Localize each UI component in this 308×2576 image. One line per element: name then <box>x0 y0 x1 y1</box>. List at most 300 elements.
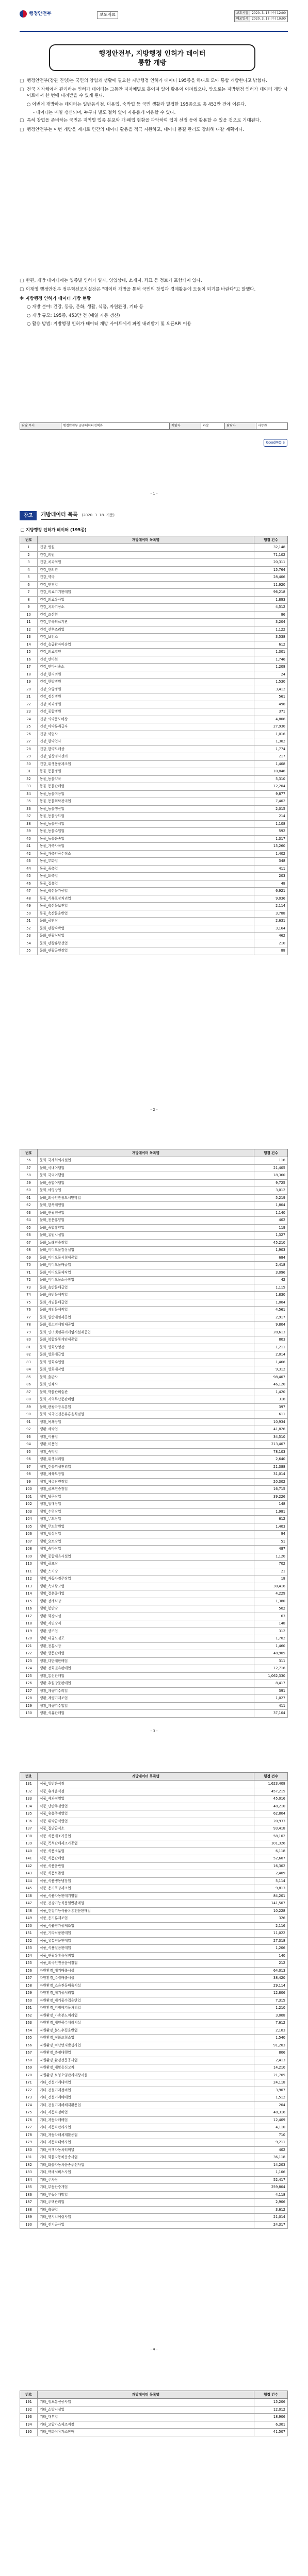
record-count: 4,806 <box>254 716 288 723</box>
table-row <box>20 1672 288 1680</box>
row-number: 38 <box>20 820 38 828</box>
row-number: 22 <box>20 701 38 708</box>
dataset-name: 자원환경_가축분뇨처리업 <box>38 2012 254 2020</box>
dataset-name: 문화_게임물배급업 <box>38 1299 254 1307</box>
table-row <box>20 1825 288 1833</box>
row-number: 158 <box>20 1982 38 1990</box>
row-number: 48 <box>20 895 38 903</box>
table-row <box>20 566 288 574</box>
table-row <box>20 1232 288 1240</box>
row-number: 20 <box>20 686 38 693</box>
table-row <box>20 1351 288 1359</box>
record-count: 2,409 <box>254 1870 288 1878</box>
record-count: 411 <box>254 865 288 873</box>
row-number: 80 <box>20 1336 38 1344</box>
table-row <box>20 873 288 880</box>
record-count: 30,416 <box>254 1583 288 1590</box>
row-number: 36 <box>20 805 38 813</box>
table-row <box>20 2094 288 2102</box>
dataset-name: 식품_식품첨가물제조업 <box>38 1922 254 1930</box>
table-row <box>20 947 288 955</box>
record-count: 84,201 <box>254 1892 288 1900</box>
record-count: 2,014 <box>254 1351 288 1359</box>
table-row <box>20 1892 288 1900</box>
row-number: 139 <box>20 1840 38 1848</box>
record-count: 1,530 <box>254 679 288 686</box>
dataset-name: 건강_의료유사업 <box>38 596 254 604</box>
table-row <box>20 1277 288 1284</box>
row-number: 195 <box>20 2429 38 2436</box>
table-row <box>20 865 288 873</box>
row-number: 185 <box>20 2184 38 2192</box>
dataset-name: 식품_식품운반업 <box>38 1862 254 1870</box>
table-row <box>20 1262 288 1269</box>
table-row <box>20 1493 288 1501</box>
record-count: 21,388 <box>254 1463 288 1471</box>
dataset-name: 건강_종합병원 <box>38 708 254 716</box>
dataset-name: 식품_관광유흥음식점업 <box>38 1952 254 1960</box>
dataset-name: 자원환경_폐기물수집운반업 <box>38 1997 254 2005</box>
row-number: 72 <box>20 1277 38 1284</box>
table-row <box>20 843 288 851</box>
dataset-name: 문화_야영장업 <box>38 1187 254 1195</box>
table-row <box>20 1583 288 1590</box>
record-count: 1,893 <box>254 596 288 604</box>
record-count: 12,716 <box>254 1665 288 1673</box>
row-number: 92 <box>20 1426 38 1434</box>
dataset-name: 생활_수영장업 <box>38 1508 254 1516</box>
row-number: 127 <box>20 1687 38 1695</box>
table-row <box>20 1239 288 1247</box>
table-row <box>20 1486 288 1494</box>
paragraph-text: 데이터는 매일 갱신되며, 누구나 별도 절차 없이 자유롭게 이용할 수 있다. <box>36 110 176 115</box>
table-row <box>20 2206 288 2214</box>
dataset-name: 생활_계량기수입업 <box>38 1702 254 1710</box>
row-number: 21 <box>20 693 38 701</box>
column-header: 행정 건수 <box>254 1773 288 1781</box>
dataset-name: 생활_전화권유판매업 <box>38 1665 254 1673</box>
table-row <box>20 1381 288 1389</box>
row-number: 94 <box>20 1441 38 1449</box>
table-row <box>20 1840 288 1848</box>
record-count: 4,118 <box>254 2191 288 2199</box>
dataset-name: 문화_비디오물배급업 <box>38 1262 254 1269</box>
record-count: 1,408 <box>254 760 288 768</box>
record-count: 2,413 <box>254 2057 288 2064</box>
row-number: 115 <box>20 1598 38 1605</box>
table-row <box>20 2109 288 2117</box>
dataset-name: 기타_주택관리업 <box>38 2199 254 2207</box>
table-row <box>20 1862 288 1870</box>
row-number: 131 <box>20 1781 38 1788</box>
table-row <box>20 2049 288 2057</box>
dataset-name: 생활_화장시설 <box>38 1613 254 1620</box>
dataset-name: 건강_응급환자이송업 <box>38 641 254 649</box>
record-count: 15,764 <box>254 566 288 574</box>
record-count: 2,015 <box>254 805 288 813</box>
table-row <box>20 738 288 746</box>
record-count: 561 <box>254 693 288 701</box>
dataset-name: 동물_집유업 <box>38 880 254 888</box>
record-count: 7,612 <box>254 2020 288 2027</box>
table-row <box>20 1952 288 1960</box>
dataset-name: 자원환경_소음진동배출시설 <box>38 1982 254 1990</box>
dataset-name: 건강_의약품도매상 <box>38 716 254 723</box>
row-number: 176 <box>20 2116 38 2124</box>
appendix-badge: 참고 <box>20 511 37 520</box>
record-count: 116 <box>254 1157 288 1165</box>
record-count: 101,326 <box>254 1840 288 1848</box>
record-count: 259,804 <box>254 2184 288 2192</box>
row-number: 105 <box>20 1523 38 1531</box>
paragraph-text: 한편, 개방 데이터에는 업종별 인허가 일자, 영업상태, 소재지, 좌표 등 정보가 포함되어 있다. <box>26 278 202 283</box>
table-row <box>20 731 288 738</box>
dataset-name: 기타_화물자동차운송주선사업 <box>38 2161 254 2169</box>
paragraph-text: 전국 지자체에서 관리하는 인허가 데이터는 그동안 지자체별로 흩어져 있어 활용이 어려웠으나, 앞으로는 지방행정 인허가 데이터 개방 사이트에서 한 번에 내려받을 수 있게 된다. <box>27 87 288 98</box>
table-row <box>20 1456 288 1464</box>
table-row <box>20 1478 288 1486</box>
paragraph-text: 이재영 행정안전부 정부혁신조직실장은 "데이터 개방을 통해 국민의 창업과 경제활동에 도움이 되기를 바란다"고 말했다. <box>26 287 256 293</box>
open-data-table <box>20 2391 288 2436</box>
record-count: 24,118 <box>254 2079 288 2087</box>
table-row <box>20 589 288 597</box>
table-row <box>20 596 288 604</box>
contact-value: 과장 <box>201 423 224 430</box>
row-number: 183 <box>20 2169 38 2177</box>
dataset-name: 문화_공연장 <box>38 918 254 925</box>
record-count: 1,804 <box>254 1202 288 1210</box>
record-count: 28,613 <box>254 1329 288 1336</box>
record-count: 21,014 <box>254 2214 288 2222</box>
row-number: 56 <box>20 1157 38 1165</box>
record-count: 62,804 <box>254 1810 288 1818</box>
table-row <box>20 1687 288 1695</box>
dataset-name: 문화_비디오물소극장업 <box>38 1277 254 1284</box>
dataset-name: 문화_박물관미술관 <box>38 1388 254 1396</box>
row-number: 55 <box>20 947 38 955</box>
record-count: 21 <box>254 1568 288 1575</box>
row-number: 97 <box>20 1463 38 1471</box>
page-number: - 3 - <box>150 1729 158 1733</box>
row-number: 10 <box>20 611 38 619</box>
dataset-name: 동물_동물전시업 <box>38 820 254 828</box>
dataset-name: 자원환경_측정대행업 <box>38 2049 254 2057</box>
record-count: 41,507 <box>254 2429 288 2436</box>
table-row <box>20 1937 288 1945</box>
record-count: 1,122 <box>254 626 288 634</box>
row-number: 93 <box>20 1433 38 1441</box>
record-count: 7,402 <box>254 798 288 806</box>
row-number: 99 <box>20 1478 38 1486</box>
dataset-name: 생활_건물위생관리업 <box>38 1463 254 1471</box>
table-row <box>20 1575 288 1583</box>
row-number: 193 <box>20 2414 38 2421</box>
table-row <box>20 626 288 634</box>
record-count: 2,103 <box>254 2027 288 2035</box>
row-number: 101 <box>20 1493 38 1501</box>
record-count: 148 <box>254 1620 288 1628</box>
row-number: 187 <box>20 2199 38 2207</box>
dataset-name: 건강_의료법인 <box>38 649 254 656</box>
dataset-name: 생활_계량기수리업 <box>38 1687 254 1695</box>
record-count: 204 <box>254 2102 288 2109</box>
table-row <box>20 723 288 731</box>
dataset-name: 자원환경_대기배출시설 <box>38 1967 254 1975</box>
row-number: 143 <box>20 1870 38 1878</box>
table-row <box>20 1441 288 1449</box>
record-count: 91,203 <box>254 2042 288 2049</box>
dataset-name: 기타_자동차해체재활용업 <box>38 2131 254 2139</box>
bullet-mark: □ <box>20 118 24 124</box>
table-row <box>20 1620 288 1628</box>
date-value: 2020. 3. 18.(수) 10:00 <box>250 16 288 22</box>
dataset-name: 생활_미용업 <box>38 1441 254 1449</box>
document-type: 보도자료 <box>97 11 118 19</box>
bullet-mark: □ <box>20 78 24 83</box>
header-divider <box>20 31 288 32</box>
record-count: 52,417 <box>254 2176 288 2184</box>
record-count: 58,102 <box>254 1833 288 1840</box>
table-row <box>20 798 288 806</box>
table-row <box>20 2057 288 2064</box>
bullet-mark: □ <box>20 278 24 283</box>
row-number: 128 <box>20 1695 38 1703</box>
row-number: 147 <box>20 1900 38 1908</box>
record-count: 4,229 <box>254 1590 288 1598</box>
dataset-name: 문화_음반물배급업 <box>38 1284 254 1292</box>
row-number: 121 <box>20 1642 38 1650</box>
dataset-name: 문화_외국인전용유흥음식점업 <box>38 1411 254 1419</box>
record-count: 5,310 <box>254 775 288 783</box>
table-row <box>20 1418 288 1426</box>
dataset-name: 기타_여객자동차터미널 <box>38 2146 254 2154</box>
record-count: 1,108 <box>254 820 288 828</box>
record-count: 6,301 <box>254 2421 288 2429</box>
record-count: 462 <box>254 933 288 940</box>
table-row <box>20 1975 288 1982</box>
dataset-name: 건강_병원 <box>38 544 254 552</box>
dataset-name: 문화_지역특산품판매업 <box>38 1396 254 1404</box>
dataset-name: 자원환경_지정폐기물처리업 <box>38 2005 254 2012</box>
dataset-name: 생활_체육도장업 <box>38 1471 254 1479</box>
row-number: 135 <box>20 1810 38 1818</box>
dataset-name: 건강_의료기기판매업 <box>38 589 254 597</box>
table-row <box>20 649 288 656</box>
row-number: 23 <box>20 708 38 716</box>
table-row <box>20 1516 288 1523</box>
open-data-table <box>20 1772 288 2229</box>
record-count: 1,327 <box>254 1232 288 1240</box>
dataset-name: 식품_단란주점영업 <box>38 1803 254 1810</box>
row-number: 190 <box>20 2221 38 2229</box>
table-row <box>20 775 288 783</box>
taegeuk-icon <box>20 10 27 18</box>
table-row <box>20 820 288 828</box>
record-count: 9,877 <box>254 790 288 798</box>
row-number: 175 <box>20 2109 38 2117</box>
table-row <box>20 910 288 918</box>
table-row <box>20 880 288 888</box>
row-number: 19 <box>20 679 38 686</box>
table-row <box>20 1501 288 1509</box>
table-row <box>20 2027 288 2035</box>
row-number: 45 <box>20 873 38 880</box>
record-count: 212 <box>254 1960 288 1968</box>
dataset-name: 자원환경_환경전문공사업 <box>38 2057 254 2064</box>
record-count: 210 <box>254 940 288 947</box>
record-count: 9,813 <box>254 1885 288 1893</box>
body-paragraph <box>20 78 288 84</box>
row-number: 89 <box>20 1403 38 1411</box>
record-count: 348 <box>254 858 288 866</box>
record-count: 2,631 <box>254 918 288 925</box>
dataset-name: 동물_가축사육업 <box>38 843 254 851</box>
dataset-name: 건강_치과기공소 <box>38 604 254 612</box>
row-number: 70 <box>20 1262 38 1269</box>
table-row <box>20 2012 288 2020</box>
record-count: 11,920 <box>254 581 288 589</box>
record-count: 37,104 <box>254 1710 288 1718</box>
row-number: 51 <box>20 918 38 925</box>
row-number: 49 <box>20 903 38 910</box>
row-number: 106 <box>20 1531 38 1538</box>
title-line: 행정안전부, 지방행정 인허가 데이터 <box>99 50 206 58</box>
table-row <box>20 753 288 761</box>
record-count: 2,418 <box>254 1262 288 1269</box>
row-number: 109 <box>20 1553 38 1561</box>
record-count: 371 <box>254 708 288 716</box>
table-row <box>20 1224 288 1232</box>
dataset-name: 건강_안마시술소 <box>38 664 254 671</box>
dataset-name: 식품_유흥주점영업 <box>38 1810 254 1818</box>
table-row <box>20 1885 288 1893</box>
record-count: 2,116 <box>254 1922 288 1930</box>
dataset-name: 식품_건강기능식품일반판매업 <box>38 1900 254 1908</box>
table-row <box>20 1702 288 1710</box>
dataset-name: 생활_후원방문판매업 <box>38 1680 254 1688</box>
table-row <box>20 559 288 567</box>
table-row <box>20 1538 288 1546</box>
table-row <box>20 1321 288 1329</box>
row-number: 103 <box>20 1508 38 1516</box>
table-row <box>20 1284 288 1292</box>
dataset-name: 기타_자동차매매업 <box>38 2116 254 2124</box>
row-number: 4 <box>20 566 38 574</box>
dataset-name: 생활_통신판매업 <box>38 1672 254 1680</box>
row-number: 84 <box>20 1366 38 1374</box>
record-count: 94 <box>254 1531 288 1538</box>
row-number: 41 <box>20 843 38 851</box>
table-row <box>20 790 288 798</box>
row-number: 18 <box>20 671 38 679</box>
table-row <box>20 2020 288 2027</box>
record-count: 4,110 <box>254 2124 288 2132</box>
dataset-name: 문화_국외여행업 <box>38 1172 254 1180</box>
record-count: 27,318 <box>254 1937 288 1945</box>
table-row <box>20 716 288 723</box>
dataset-name: 동물_동물위탁관리업 <box>38 798 254 806</box>
table-row <box>20 1781 288 1788</box>
row-number: 188 <box>20 2206 38 2214</box>
record-count: 1,420 <box>254 1388 288 1396</box>
record-count: 1,301 <box>254 649 288 656</box>
row-number: 136 <box>20 1818 38 1825</box>
date-label: 배포일시 <box>234 16 250 22</box>
bullet-mark: □ <box>20 87 24 93</box>
dataset-name: 건강_약업사 <box>38 731 254 738</box>
table-row <box>20 708 288 716</box>
row-number: 100 <box>20 1486 38 1494</box>
title-line: 통합 개방 <box>138 59 167 67</box>
dataset-name: 건강_한의원 <box>38 566 254 574</box>
ministry-logo <box>20 10 51 18</box>
row-number: 46 <box>20 880 38 888</box>
dataset-name: 자원환경_재활용신고자 <box>38 2064 254 2072</box>
dataset-name: 기타_대부업 <box>38 2414 254 2421</box>
row-number: 168 <box>20 2057 38 2064</box>
table-row <box>20 2124 288 2132</box>
row-number: 164 <box>20 2027 38 2035</box>
dataset-name: 생활_빙상장업 <box>38 1531 254 1538</box>
dataset-name: 자원환경_정화조청소업 <box>38 2035 254 2042</box>
record-count: 1,540 <box>254 2035 288 2042</box>
table-row <box>20 1366 288 1374</box>
record-count: 7,315 <box>254 1997 288 2005</box>
row-number: 173 <box>20 2094 38 2102</box>
column-header: 행정 건수 <box>254 1149 288 1157</box>
table-row <box>20 858 288 866</box>
row-number: 104 <box>20 1516 38 1523</box>
record-count: 1,210 <box>254 2005 288 2012</box>
table-row <box>20 1433 288 1441</box>
record-count: 15,260 <box>254 843 288 851</box>
dataset-name: 생활_다단계판매업 <box>38 1657 254 1665</box>
dataset-name: 동물_동물병원 <box>38 768 254 776</box>
dataset-name: 문화_영화제작업 <box>38 1366 254 1374</box>
table-row <box>20 1314 288 1321</box>
record-count: 28,406 <box>254 574 288 582</box>
date-label: 보도시점 <box>234 11 250 16</box>
dataset-name: 기타_소방시설업 <box>38 2406 254 2414</box>
body-section-2 <box>20 278 288 330</box>
bullet-mark: - <box>33 110 35 115</box>
contact-value: 사무관 <box>256 423 288 430</box>
row-number: 30 <box>20 760 38 768</box>
record-count: 31,014 <box>254 1471 288 1479</box>
body-paragraph <box>20 287 288 293</box>
record-count: 498 <box>254 701 288 708</box>
row-number: 14 <box>20 641 38 649</box>
row-number: 75 <box>20 1299 38 1307</box>
paragraph-text: 특히 창업을 준비하는 국민은 지역별 업종 분포와 개·폐업 현황을 파악하여 입지 선정 등에 활용할 수 있을 것으로 기대된다. <box>27 118 261 124</box>
table-row <box>20 1299 288 1307</box>
dataset-name: 생활_썰매장업 <box>38 1501 254 1509</box>
row-number: 155 <box>20 1960 38 1968</box>
dataset-name: 문화_일반게임제공업 <box>38 1314 254 1321</box>
summary-heading: ※ 지방행정 인허가 데이터 개방 현황 <box>20 296 91 301</box>
row-number: 32 <box>20 775 38 783</box>
dataset-name: 생활_종합체육시설업 <box>38 1553 254 1561</box>
record-count: 612 <box>254 641 288 649</box>
row-number: 66 <box>20 1232 38 1240</box>
record-count: 38,420 <box>254 1975 288 1982</box>
record-count: 611 <box>254 1411 288 1419</box>
row-number: 43 <box>20 858 38 866</box>
dataset-name: 생활_결혼중개업 <box>38 1590 254 1598</box>
dataset-name: 식품_식품냉동냉장업 <box>38 1877 254 1885</box>
record-count: 592 <box>254 828 288 836</box>
row-number: 114 <box>20 1590 38 1598</box>
